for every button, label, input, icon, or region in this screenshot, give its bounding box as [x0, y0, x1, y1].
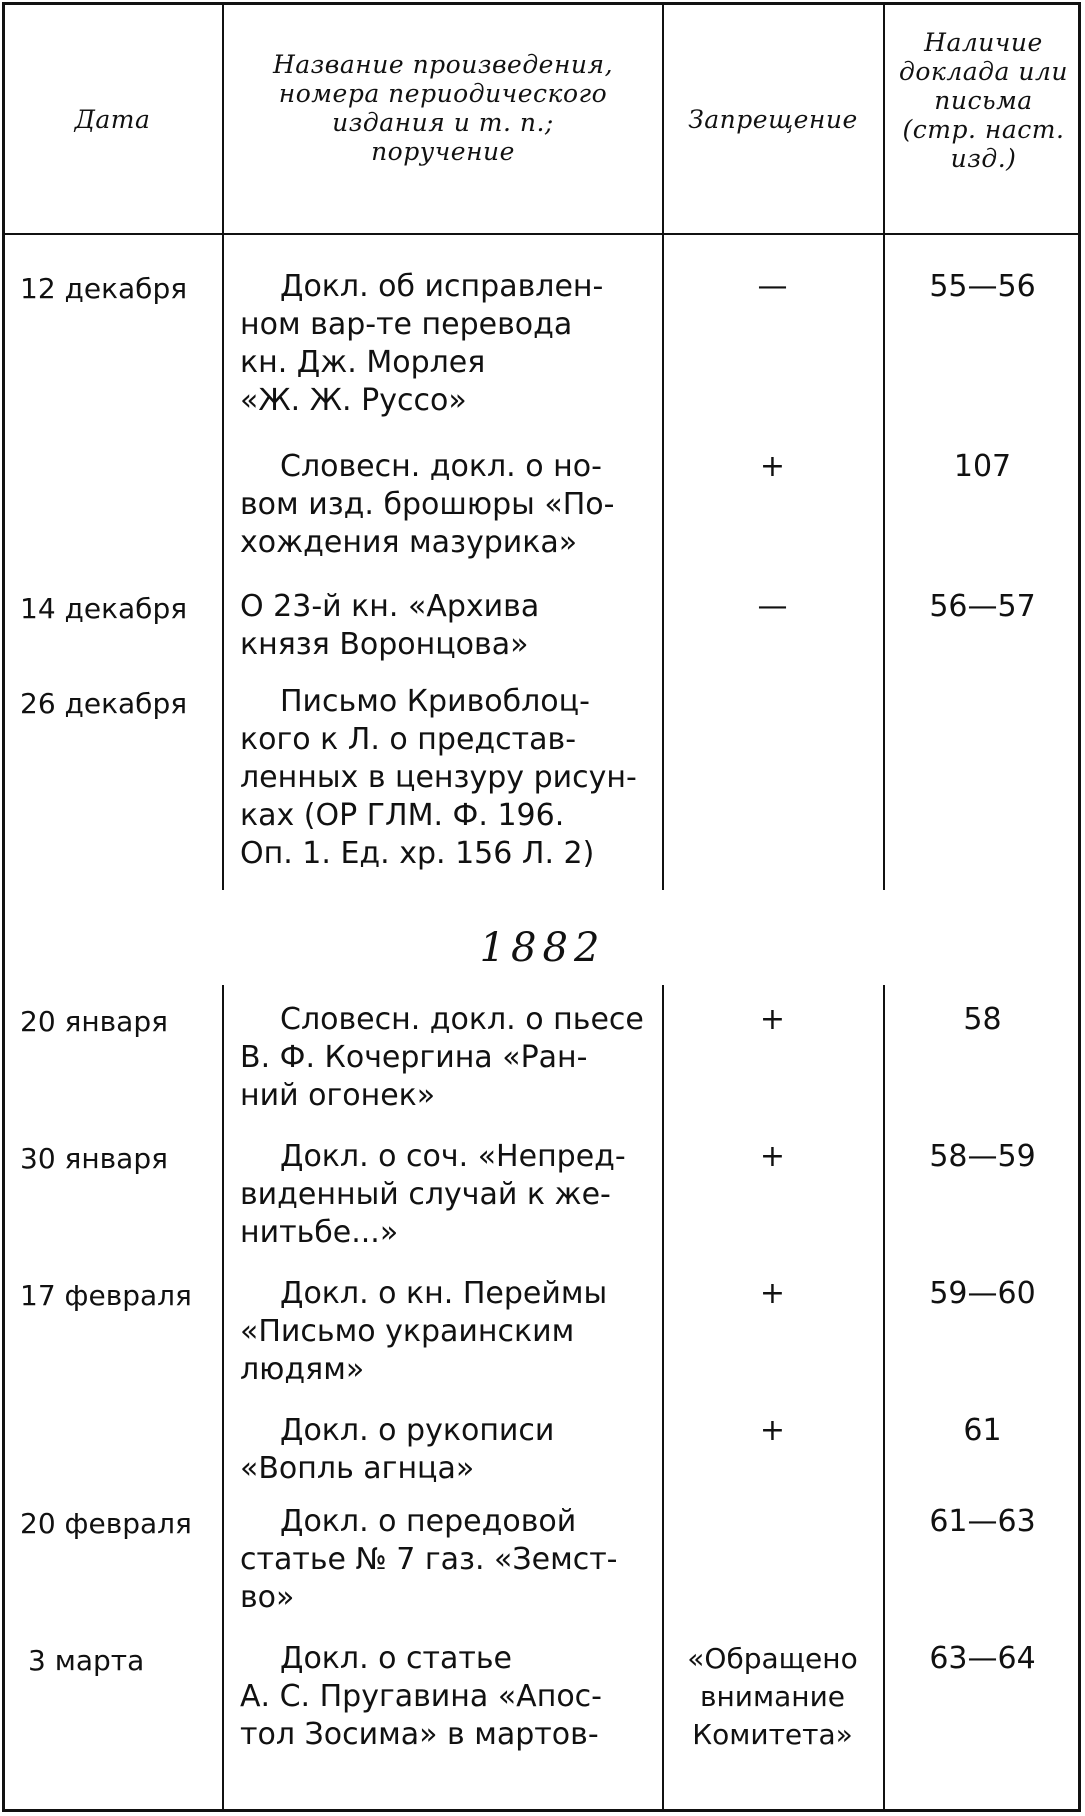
- row-ban: +: [759, 1002, 786, 1037]
- row-pages: 55—56: [929, 269, 1036, 304]
- row-title-line: «Письмо украинским: [240, 1314, 575, 1349]
- row-ban: [665, 1640, 880, 1754]
- row-title-line: вом изд. брошюры «По-: [240, 487, 615, 522]
- row-title-line: тол Зосима» в мартов-: [240, 1717, 599, 1752]
- row-title: [240, 268, 660, 420]
- row-title-line: Словесн. докл. о но-: [280, 449, 602, 484]
- row-date: 14 декабря: [20, 592, 188, 625]
- row-ban: —: [757, 269, 788, 304]
- row-pages: 59—60: [929, 1276, 1036, 1311]
- row-title-line: Докл. о кн. Переймы: [280, 1276, 608, 1311]
- row-pages: 63—64: [929, 1641, 1036, 1676]
- row-title-line: Оп. 1. Ед. хр. 156 Л. 2): [240, 836, 595, 871]
- row-title-line: Письмо Кривоблоц-: [280, 684, 590, 719]
- header-ban: Запрещение: [688, 105, 858, 134]
- row-title-line: Докл. о статье: [280, 1641, 513, 1676]
- row-pages: 61—63: [929, 1504, 1036, 1539]
- row-title-line: О 23-й кн. «Архива: [240, 589, 540, 624]
- row-ban: +: [759, 1413, 786, 1448]
- row-title-line: кн. Дж. Морлея: [240, 345, 486, 380]
- row-title: [240, 1412, 660, 1488]
- header-title-line: поручение: [371, 137, 515, 166]
- row-ban: —: [757, 589, 788, 624]
- header-pages: [886, 28, 1081, 173]
- row-title-line: кого к Л. о представ-: [240, 722, 577, 757]
- row-title-line: Докл. о рукописи: [280, 1413, 555, 1448]
- header-pages-line: изд.): [950, 144, 1017, 173]
- year-heading: 1882: [479, 925, 606, 971]
- row-title: [240, 448, 660, 562]
- row-title-line: ном вар-те перевода: [240, 307, 573, 342]
- column-divider: [883, 235, 885, 890]
- column-divider: [222, 985, 224, 1812]
- column-divider: [883, 2, 885, 235]
- row-title-line: хождения мазурика»: [240, 525, 578, 560]
- row-title-line: Докл. о соч. «Непред-: [280, 1139, 626, 1174]
- row-ban-line: «Обращено: [687, 1642, 858, 1675]
- column-divider: [662, 985, 664, 1812]
- row-title: [240, 1001, 660, 1115]
- row-title-line: А. С. Пругавина «Апос-: [240, 1679, 602, 1714]
- row-title-line: во»: [240, 1580, 295, 1615]
- header-pages-line: (стр. наст.: [902, 115, 1065, 144]
- row-ban: +: [759, 1139, 786, 1174]
- row-title-line: нитьбе...»: [240, 1215, 399, 1250]
- column-divider: [883, 985, 885, 1812]
- header-date: Дата: [74, 105, 151, 134]
- column-divider: [662, 235, 664, 890]
- row-title-line: статье № 7 газ. «Земст-: [240, 1542, 618, 1577]
- row-ban-line: внимание: [699, 1680, 846, 1713]
- row-date: 3 марта: [28, 1644, 145, 1677]
- row-date: 30 января: [20, 1142, 168, 1175]
- header-title-line: Название произведения,: [272, 50, 614, 79]
- row-title-line: ний огонек»: [240, 1078, 436, 1113]
- row-title-line: Докл. об исправлен-: [280, 269, 604, 304]
- header-title: [228, 50, 658, 166]
- row-title-line: Словесн. докл. о пьесе: [280, 1002, 644, 1037]
- row-pages: 107: [953, 449, 1012, 484]
- row-title-line: людям»: [240, 1352, 365, 1387]
- row-title-line: ках (ОР ГЛМ. Ф. 196.: [240, 798, 565, 833]
- header-title-line: издания и т. п.;: [332, 108, 554, 137]
- row-date: 26 декабря: [20, 687, 188, 720]
- row-ban: +: [759, 449, 786, 484]
- row-ban: +: [759, 1276, 786, 1311]
- row-date: 20 февраля: [20, 1507, 192, 1540]
- row-title-line: В. Ф. Кочергина «Ран-: [240, 1040, 588, 1075]
- row-title: [240, 588, 660, 664]
- header-divider: [2, 233, 1081, 235]
- header-title-line: номера периодического: [278, 79, 608, 108]
- row-pages: 56—57: [929, 589, 1036, 624]
- row-date: 17 февраля: [20, 1279, 192, 1312]
- row-pages: 61: [963, 1413, 1002, 1448]
- header-pages-line: письма: [934, 86, 1033, 115]
- column-divider: [222, 235, 224, 890]
- row-title-line: князя Воронцова»: [240, 627, 529, 662]
- row-title: [240, 1640, 660, 1754]
- header-pages-line: Наличие: [924, 28, 1043, 57]
- row-title-line: ленных в цензуру рисун-: [240, 760, 637, 795]
- header-pages-line: доклада или: [899, 57, 1068, 86]
- row-title: [240, 1138, 660, 1252]
- row-date: 12 декабря: [20, 272, 188, 305]
- row-title: [240, 1503, 660, 1617]
- row-ban-line: Комитета»: [692, 1718, 853, 1751]
- row-title: [240, 683, 660, 873]
- row-pages: 58: [963, 1002, 1002, 1037]
- row-title-line: Докл. о передовой: [280, 1504, 577, 1539]
- row-pages: 58—59: [929, 1139, 1036, 1174]
- row-title-line: «Ж. Ж. Руссо»: [240, 383, 467, 418]
- column-divider: [222, 2, 224, 235]
- row-title-line: виденный случай к же-: [240, 1177, 611, 1212]
- row-date: 20 января: [20, 1005, 168, 1038]
- row-title: [240, 1275, 660, 1389]
- column-divider: [662, 2, 664, 235]
- row-title-line: «Вопль агнца»: [240, 1451, 475, 1486]
